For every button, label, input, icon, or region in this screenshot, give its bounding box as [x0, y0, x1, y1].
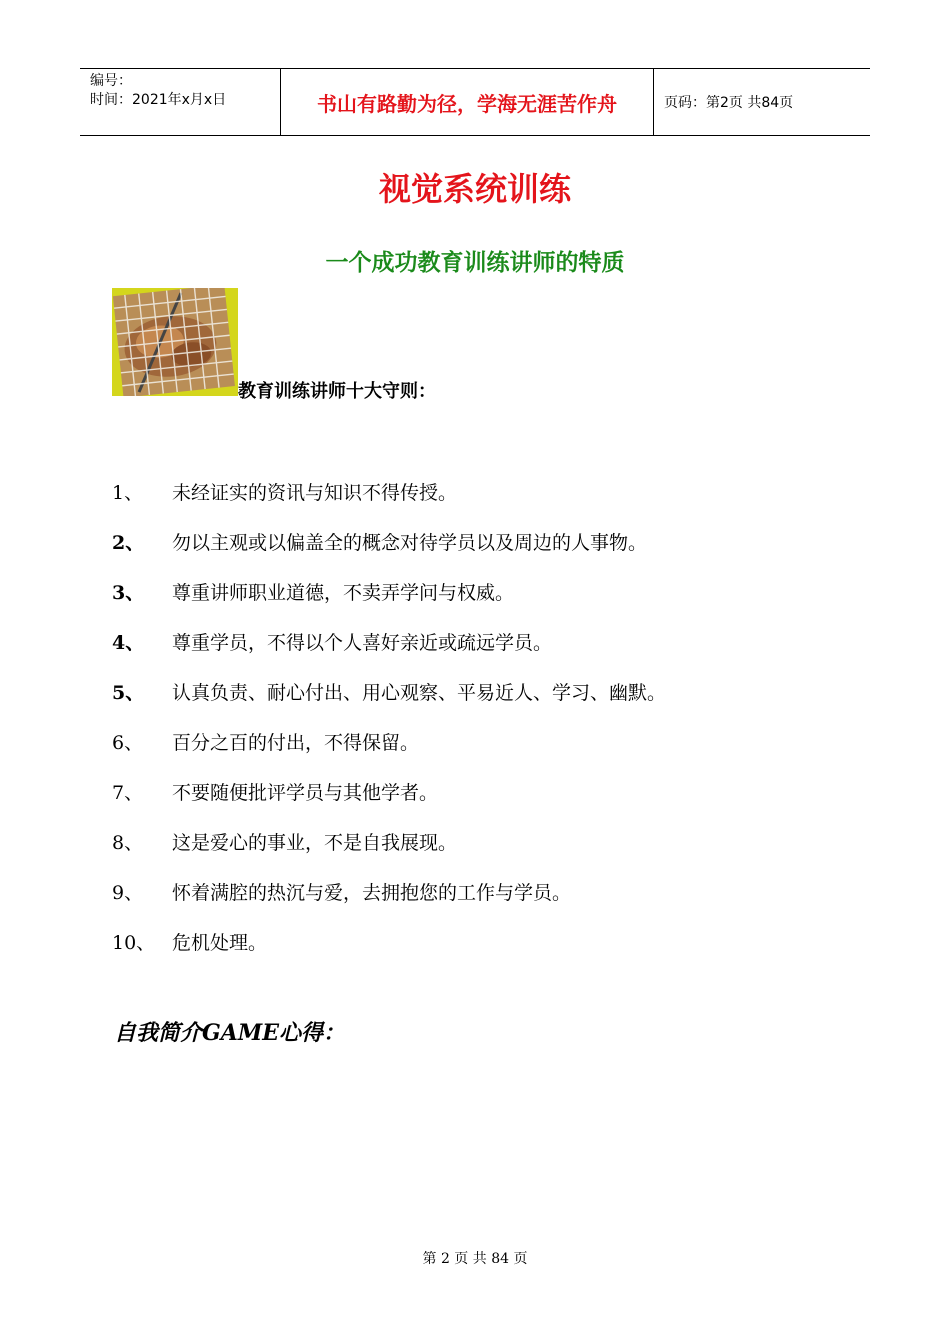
number-label: 编号：: [90, 73, 132, 89]
date-label: 时间：2021年x月x日: [90, 92, 227, 108]
rule-text: 百分之百的付出，不得保留。: [172, 731, 420, 754]
rule-number: 10、: [112, 931, 156, 954]
rule-text: 勿以主观或以偏盖全的概念对待学员以及周边的人事物。: [172, 531, 648, 554]
page-title: 视觉系统训练: [378, 170, 571, 208]
rule-number: 6、: [112, 731, 144, 754]
section-heading: 教育训练讲师十大守则：: [238, 381, 436, 402]
list-item: [112, 766, 872, 816]
rule-number: 5、: [112, 681, 145, 704]
list-item: [112, 516, 872, 566]
rule-text: 危机处理。: [172, 931, 268, 954]
list-item: [112, 716, 872, 766]
rule-text: 这是爱心的事业，不是自我展现。: [172, 831, 458, 854]
header-page-info: 页码：第2页 共84页: [664, 95, 794, 111]
page-header: [80, 68, 870, 136]
list-item: [112, 666, 872, 716]
rule-text: 尊重讲师职业道德，不卖弄学问与权威。: [172, 581, 515, 604]
rule-text: 认真负责、耐心付出、用心观察、平易近人、学习、幽默。: [172, 681, 667, 704]
rule-number: 2、: [112, 531, 145, 554]
rule-number: 7、: [112, 781, 144, 804]
list-item: [112, 866, 872, 916]
rule-number: 9、: [112, 881, 144, 904]
list-item: [112, 916, 872, 966]
rule-number: 3、: [112, 581, 145, 604]
rule-text: 不要随便批评学员与其他学者。: [172, 781, 439, 804]
rule-text: 未经证实的资讯与知识不得传授。: [172, 481, 458, 504]
rule-number: 1、: [112, 481, 144, 504]
page-subtitle: 一个成功教育训练讲师的特质: [325, 249, 625, 276]
rules-list: [112, 466, 872, 966]
list-item: [112, 816, 872, 866]
rule-number: 8、: [112, 831, 144, 854]
header-meta: [80, 69, 281, 135]
rule-text: 怀着满腔的热沉与爱，去拥抱您的工作与学员。: [172, 881, 572, 904]
list-item: [112, 466, 872, 516]
list-item: [112, 616, 872, 666]
header-motto: 书山有路勤为径，学海无涯苦作舟: [281, 69, 654, 135]
page-footer: 第 2 页 共 84 页: [422, 1251, 528, 1267]
list-item: [112, 566, 872, 616]
decorative-photo-image: [112, 288, 238, 396]
rule-text: 尊重学员，不得以个人喜好亲近或疏远学员。: [172, 631, 553, 654]
game-heading: 自我简介GAME心得：: [114, 1020, 345, 1046]
rule-number: 4、: [112, 631, 145, 654]
